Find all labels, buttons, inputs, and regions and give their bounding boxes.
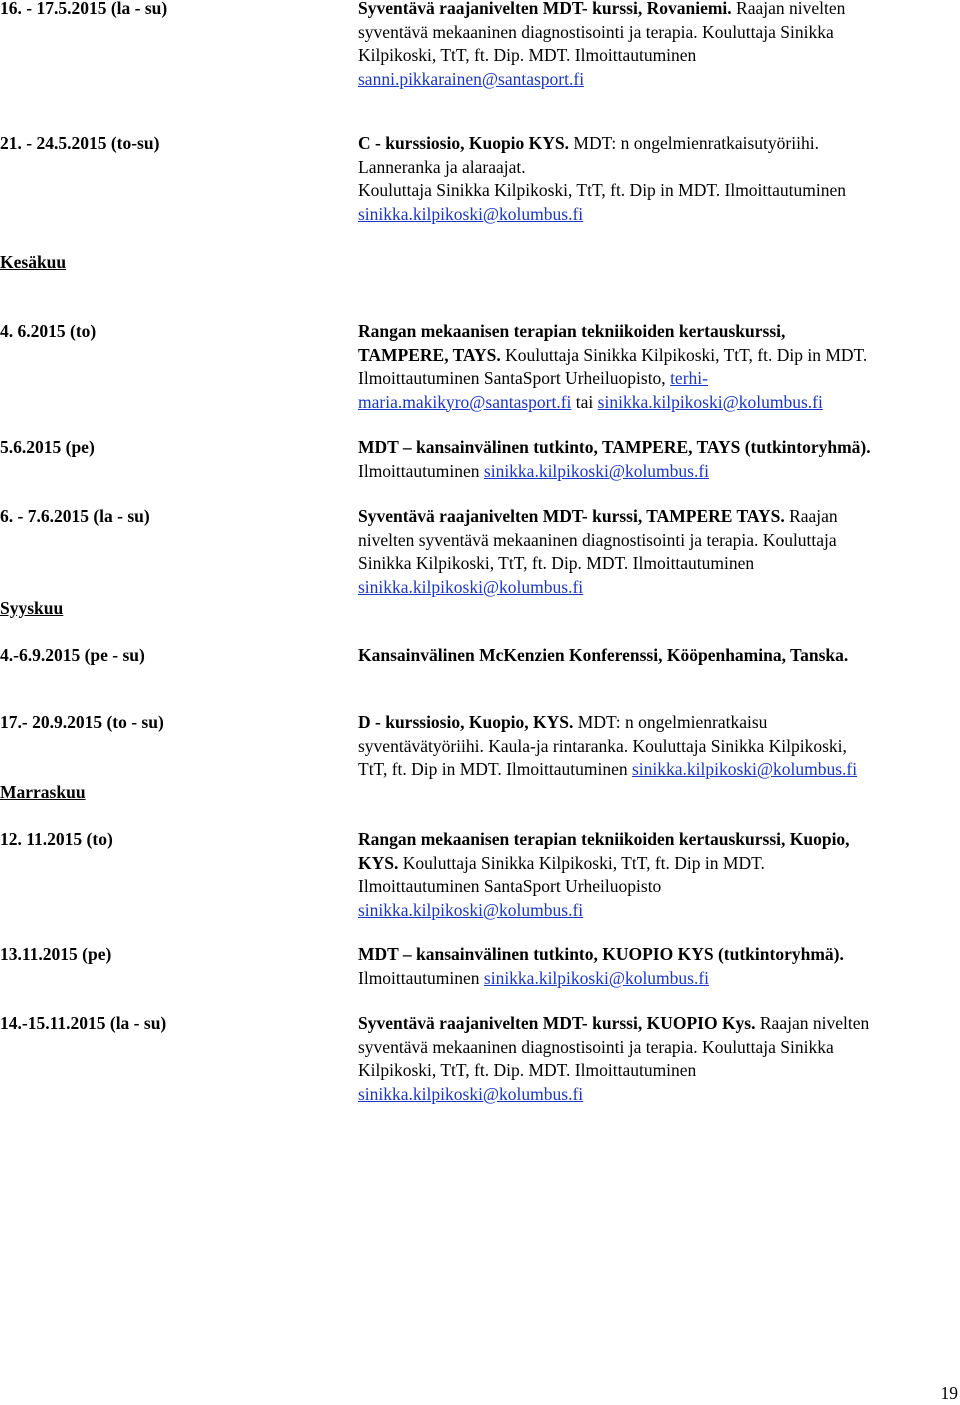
- entry-body-text: Lanneranka ja alaraajat.: [358, 156, 526, 177]
- entry-body-text: TtT, ft. Dip in MDT. Ilmoittautuminen: [358, 759, 632, 779]
- email-link[interactable]: maria.makikyro@santasport.fi: [358, 391, 572, 412]
- email-link[interactable]: sanni.pikkarainen@santasport.fi: [358, 68, 585, 89]
- description-line: [358, 967, 948, 991]
- description-line: [358, 505, 948, 529]
- entry-description: [358, 0, 948, 91]
- description-line: [358, 735, 948, 759]
- entry-body-text: Kouluttaja Sinikka Kilpikoski, TtT, ft. Dip in MDT. Ilmoittautuminen: [358, 180, 847, 200]
- entry-title-text: Rangan mekaanisen terapian tekniikoiden kertauskurssi, Kuopio,: [358, 829, 850, 849]
- entry-body-text: Kouluttaja Sinikka Kilpikoski, TtT, ft. Dip in MDT.: [398, 852, 765, 873]
- entry-date: 16. - 17.5.2015 (la - su): [0, 0, 168, 18]
- description-line: [358, 644, 948, 668]
- description-line: [358, 758, 948, 782]
- entry-body-text: MDT: n ongelmienratkaisutyöriihi.: [569, 133, 819, 153]
- description-line: [358, 711, 948, 735]
- entry-date: 14.-15.11.2015 (la - su): [0, 1013, 167, 1033]
- description-line: [358, 1083, 948, 1107]
- entry-date: 13.11.2015 (pe): [0, 944, 112, 964]
- description-line: [358, 1036, 948, 1060]
- entry-body-text: syventävä mekaaninen diagnostisointi ja terapia. Kouluttaja Sinikka: [358, 1036, 834, 1057]
- month-heading-syyskuu: Syyskuu: [0, 598, 64, 618]
- entry-title-text: C - kurssiosio, Kuopio KYS.: [358, 133, 570, 153]
- description-line: [358, 576, 948, 600]
- entry-description: [358, 320, 948, 414]
- entry-date: 17.- 20.9.2015 (to - su): [0, 712, 164, 732]
- email-link[interactable]: sinikka.kilpikoski@kolumbus.fi: [483, 460, 710, 481]
- entry-body-text: Kouluttaja Sinikka Kilpikoski, TtT, ft. Dip in MDT.: [500, 344, 868, 365]
- entry-title-text: Syventävä raajanivelten MDT- kurssi, KUOPIO Kys.: [358, 1013, 756, 1033]
- email-link[interactable]: sinikka.kilpikoski@kolumbus.fi: [483, 967, 710, 988]
- entry-title-text: TAMPERE, TAYS.: [358, 344, 501, 365]
- entry-description: [358, 828, 948, 922]
- description-line: [358, 899, 948, 923]
- description-line: [358, 529, 948, 553]
- email-link[interactable]: sinikka.kilpikoski@kolumbus.fi: [597, 391, 823, 412]
- description-line: [358, 1012, 948, 1036]
- entry-title-text: MDT – kansainvälinen tutkinto, TAMPERE, TAYS (tutkintoryhmä).: [358, 437, 871, 457]
- email-link[interactable]: sinikka.kilpikoski@kolumbus.fi: [358, 899, 584, 920]
- description-line: [358, 21, 948, 45]
- description-line: [358, 828, 948, 852]
- month-heading-marraskuu: Marraskuu: [0, 782, 86, 802]
- email-link[interactable]: sinikka.kilpikoski@kolumbus.fi: [358, 203, 584, 224]
- description-line: [358, 0, 948, 21]
- entry-body-text: Ilmoittautuminen SantaSport Urheiluopisto: [358, 876, 662, 896]
- description-line: [358, 1059, 948, 1083]
- entry-body-text: Raajan nivelten: [755, 1013, 870, 1033]
- description-line: [358, 367, 948, 391]
- entry-title-text: Syventävä raajanivelten MDT- kurssi, TAMPERE TAYS.: [358, 506, 785, 526]
- description-line: [358, 132, 948, 156]
- entry-date: 6. - 7.6.2015 (la - su): [0, 506, 150, 526]
- entry-title-text: Rangan mekaanisen terapian tekniikoiden kertauskurssi,: [358, 321, 786, 341]
- month-heading-kesakuu: Kesäkuu: [0, 252, 67, 272]
- entry-description: [358, 644, 948, 668]
- description-line: [358, 391, 948, 415]
- entry-body-text: Kilpikoski, TtT, ft. Dip. MDT. Ilmoittautuminen: [358, 45, 697, 65]
- description-line: [358, 320, 948, 344]
- entry-body-text: nivelten syventävä mekaaninen diagnostisointi ja terapia. Kouluttaja: [358, 529, 837, 550]
- description-line: [358, 552, 948, 576]
- entry-date: 12. 11.2015 (to): [0, 829, 113, 849]
- entry-body-text: Kilpikoski, TtT, ft. Dip. MDT. Ilmoittautuminen: [358, 1060, 697, 1080]
- description-line: [358, 179, 948, 203]
- description-line: [358, 460, 948, 484]
- email-link[interactable]: sinikka.kilpikoski@kolumbus.fi: [631, 759, 858, 779]
- entry-body-text: syventävätyöriihi. Kaula-ja rintaranka. Kouluttaja Sinikka Kilpikoski,: [358, 735, 847, 756]
- entry-description: [358, 505, 948, 599]
- entry-description: [358, 436, 948, 483]
- entry-title-text: Kansainvälinen McKenzien Konferenssi, Kööpenhamina, Tanska.: [358, 645, 849, 665]
- description-line: [358, 344, 948, 368]
- entry-body-text: tai: [571, 391, 598, 412]
- entry-body-text: syventävä mekaaninen diagnostisointi ja terapia. Kouluttaja Sinikka: [358, 21, 834, 42]
- entry-body-text: MDT: n ongelmienratkaisu: [573, 712, 768, 732]
- entry-body-text: Raajan: [784, 506, 838, 526]
- entry-body-text: Sinikka Kilpikoski, TtT, ft. Dip. MDT. Ilmoittautuminen: [358, 553, 755, 573]
- entry-date: 4. 6.2015 (to): [0, 321, 97, 341]
- description-line: [358, 852, 948, 876]
- description-line: [358, 436, 948, 460]
- email-link[interactable]: sinikka.kilpikoski@kolumbus.fi: [358, 576, 584, 597]
- description-line: [358, 203, 948, 227]
- email-link[interactable]: terhi-: [670, 368, 708, 388]
- entry-title-text: D - kurssiosio, Kuopio, KYS.: [358, 712, 574, 732]
- entry-description: [358, 711, 948, 782]
- entry-body-text: Raajan nivelten: [731, 0, 846, 18]
- description-line: [358, 156, 948, 180]
- entry-title-text: Syventävä raajanivelten MDT- kurssi, Rovaniemi.: [358, 0, 732, 18]
- entry-date: 21. - 24.5.2015 (to-su): [0, 133, 160, 153]
- entry-body-text: Ilmoittautuminen: [358, 460, 484, 481]
- entry-date: 4.-6.9.2015 (pe - su): [0, 645, 145, 665]
- description-line: [358, 44, 948, 68]
- email-link[interactable]: sinikka.kilpikoski@kolumbus.fi: [358, 1083, 584, 1104]
- entry-description: [358, 943, 948, 990]
- description-line: [358, 68, 948, 92]
- entry-description: [358, 132, 948, 226]
- entry-title-text: KYS.: [358, 852, 399, 873]
- entry-body-text: Ilmoittautuminen: [358, 967, 484, 988]
- description-line: [358, 943, 948, 967]
- entry-body-text: Ilmoittautuminen SantaSport Urheiluopisto,: [358, 368, 671, 388]
- page-number: 19: [940, 1382, 958, 1403]
- entry-description: [358, 1012, 948, 1106]
- description-line: [358, 875, 948, 899]
- entry-date: 5.6.2015 (pe): [0, 437, 95, 457]
- entry-title-text: MDT – kansainvälinen tutkinto, KUOPIO KYS (tutkintoryhmä).: [358, 944, 844, 964]
